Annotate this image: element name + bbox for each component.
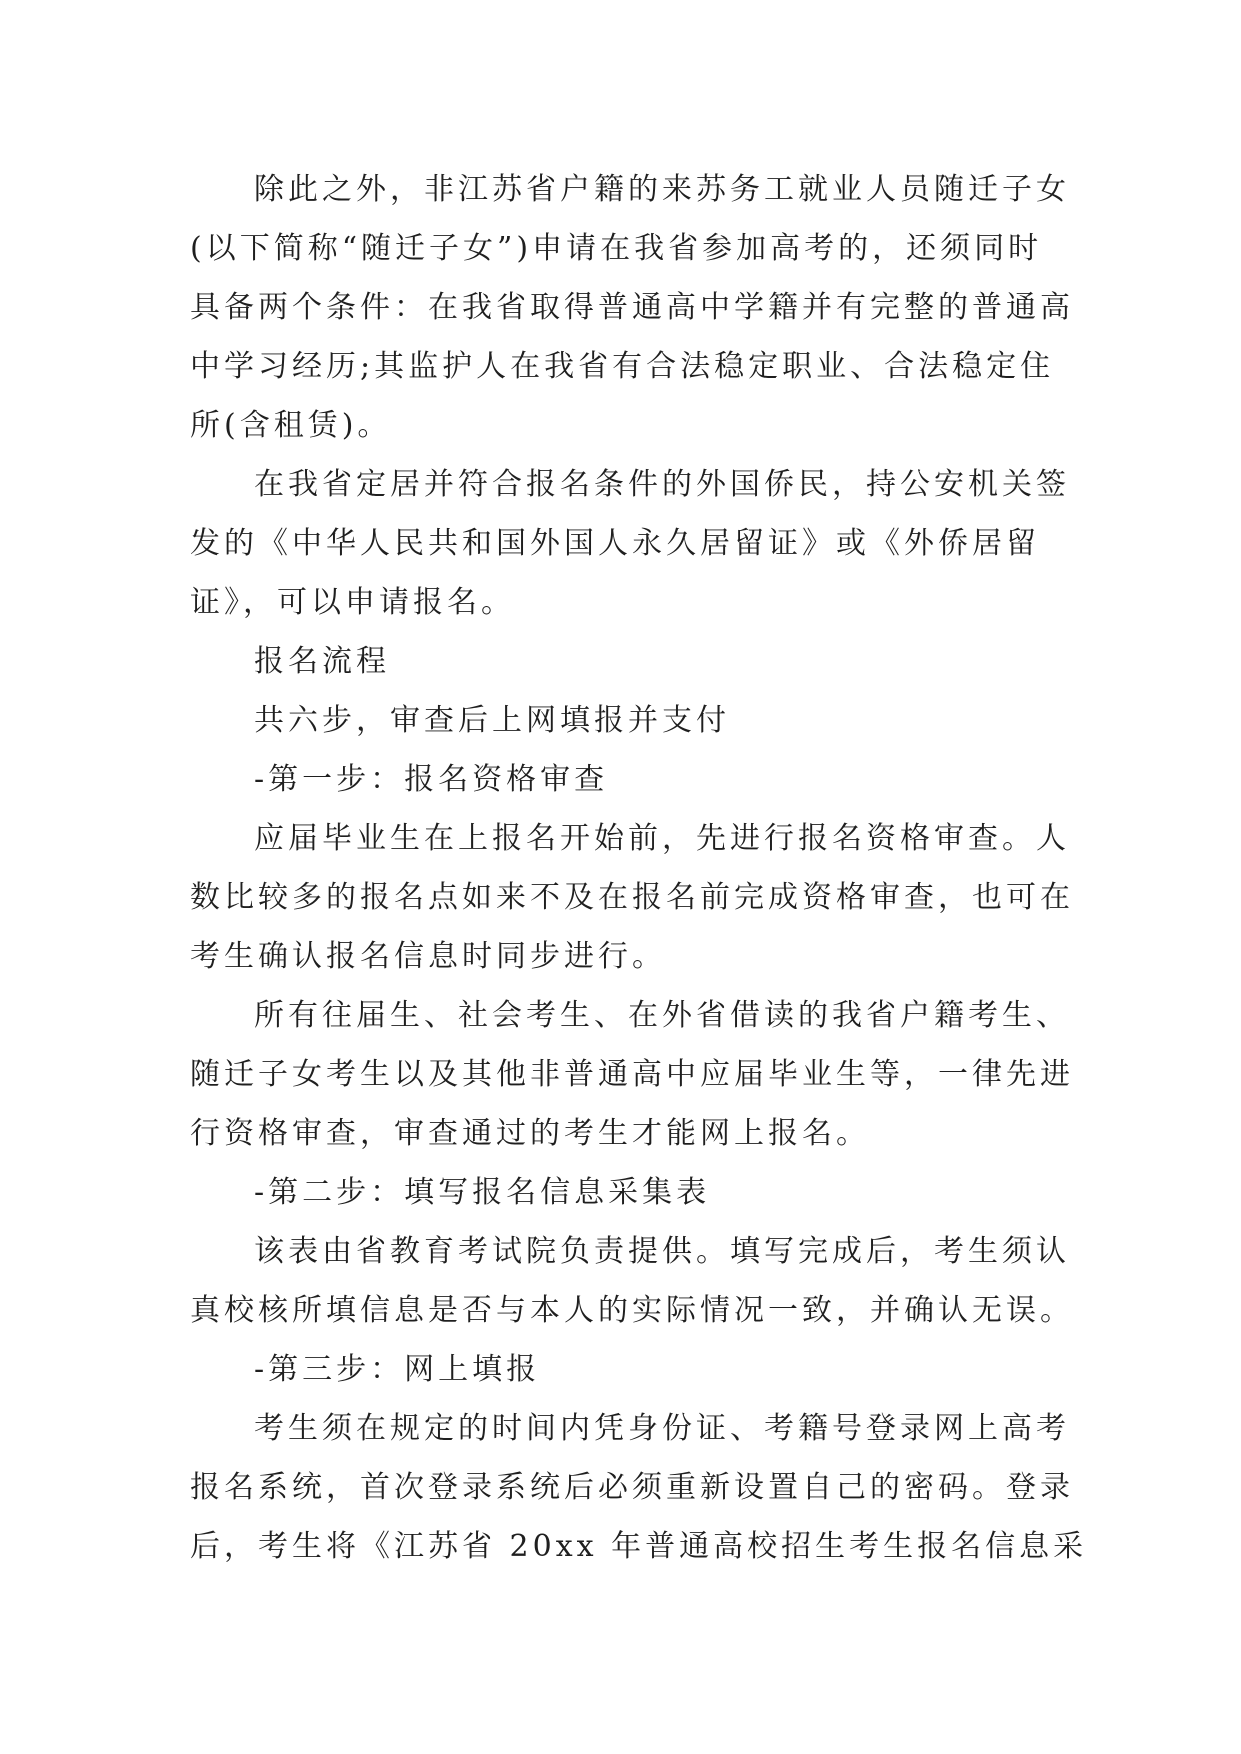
text-line: 报名流程 (254, 644, 390, 679)
text-line: 数比较多的报名点如来不及在报名前完成资格审查，也可在 (190, 880, 1074, 915)
process-summary (190, 691, 1050, 750)
paragraph-migrant-children (190, 160, 1074, 455)
text-line: 共六步，审查后上网填报并支付 (254, 703, 730, 738)
document-body (190, 160, 1088, 1576)
text-line: 考生确认报名信息时同步进行。 (190, 939, 666, 974)
paragraph-step-one-others (190, 986, 1074, 1163)
text-line: 在我省定居并符合报名条件的外国侨民，持公安机关签 (254, 467, 1070, 502)
text-line: 行资格审查，审查通过的考生才能网上报名。 (190, 1116, 870, 1151)
text-line: 该表由省教育考试院负责提供。填写完成后，考生须认 (254, 1234, 1070, 1269)
text-line: -第三步：网上填报 (254, 1352, 541, 1387)
text-line: 所有往届生、社会考生、在外省借读的我省户籍考生、 (254, 998, 1070, 1033)
text-line: 后，考生将《江苏省 20xx 年普通高校招生考生报名信息采 (190, 1529, 1088, 1564)
step-three-heading (190, 1340, 1050, 1399)
section-heading-process (190, 632, 1050, 691)
paragraph-step-two (190, 1222, 1074, 1340)
paragraph-foreign-residents (190, 455, 1070, 632)
text-line: -第一步：报名资格审查 (254, 762, 609, 797)
paragraph-step-three (190, 1399, 1088, 1576)
text-line: 应届毕业生在上报名开始前，先进行报名资格审查。人 (254, 821, 1070, 856)
text-line: 随迁子女考生以及其他非普通高中应届毕业生等，一律先进 (190, 1057, 1074, 1092)
text-line: 真校核所填信息是否与本人的实际情况一致，并确认无误。 (190, 1293, 1074, 1328)
text-line: 发的《中华人民共和国外国人永久居留证》或《外侨居留 (190, 526, 1040, 561)
text-line: 中学习经历;其监护人在我省有合法稳定职业、合法稳定住 (190, 349, 1055, 384)
text-line: 所(含租赁)。 (190, 408, 392, 443)
text-line: -第二步：填写报名信息采集表 (254, 1175, 711, 1210)
step-two-heading (190, 1163, 1050, 1222)
text-line: 报名系统，首次登录系统后必须重新设置自己的密码。登录 (190, 1470, 1074, 1505)
paragraph-step-one-graduates (190, 809, 1074, 986)
text-line: (以下简称“随迁子女”)申请在我省参加高考的，还须同时 (190, 231, 1043, 266)
text-line: 考生须在规定的时间内凭身份证、考籍号登录网上高考 (254, 1411, 1070, 1446)
text-line: 除此之外，非江苏省户籍的来苏务工就业人员随迁子女 (254, 172, 1070, 207)
text-line: 具备两个条件：在我省取得普通高中学籍并有完整的普通高 (190, 290, 1074, 325)
text-line: 证》，可以申请报名。 (190, 585, 515, 620)
step-one-heading (190, 750, 1050, 809)
